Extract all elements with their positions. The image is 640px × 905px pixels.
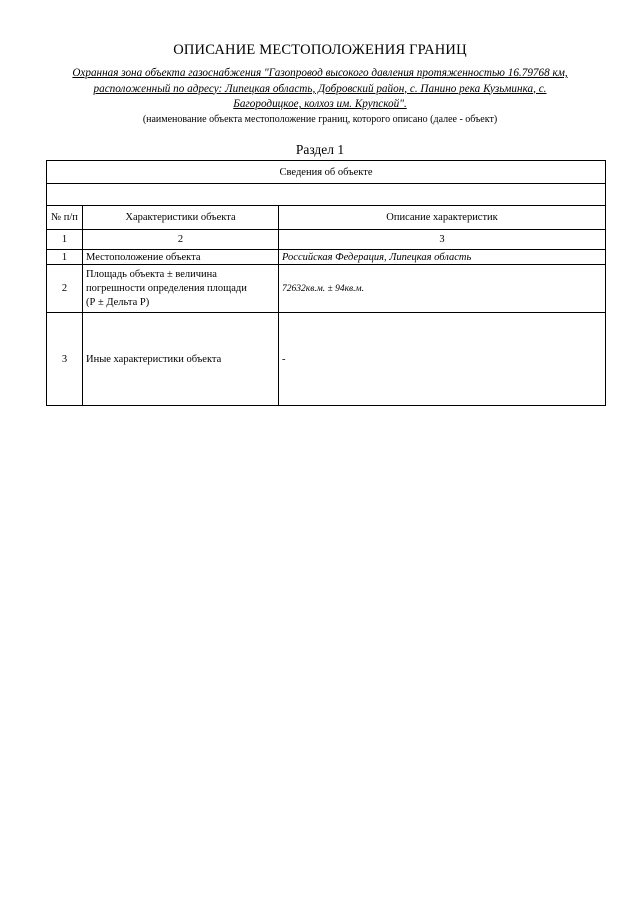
row-number: 1 xyxy=(47,250,83,265)
header-number: № п/п xyxy=(47,206,83,230)
row-description: - xyxy=(279,313,606,406)
object-name-line-3: Багородицкое, колхоз им. Крупской". xyxy=(233,98,407,110)
section-title: Раздел 1 xyxy=(295,142,345,157)
table-spacer-cell xyxy=(47,184,606,206)
row-number: 3 xyxy=(47,313,83,406)
column-number-1: 1 xyxy=(47,230,83,250)
table-caption: Сведения об объекте xyxy=(47,161,606,184)
column-number-row xyxy=(47,230,606,250)
table-caption-row xyxy=(47,161,606,184)
object-name-caption: (наименование объекта местоположение границ, которого описано (далее - объект) xyxy=(142,114,498,125)
header-characteristic: Характеристики объекта xyxy=(83,206,279,230)
header-description: Описание характеристик xyxy=(279,206,606,230)
table-spacer-row xyxy=(47,184,606,206)
row-characteristic-line: Площадь объекта ± величина xyxy=(86,268,217,280)
table-row xyxy=(47,313,606,406)
table-row xyxy=(47,265,606,313)
object-name-line-1: Охранная зона объекта газоснабжения "Газопровод высокого давления протяженностью 16.79768 км, xyxy=(72,67,568,79)
row-characteristic: Иные характеристики объекта xyxy=(83,313,279,406)
column-number-2: 2 xyxy=(83,230,279,250)
row-number: 2 xyxy=(47,265,83,313)
row-description: Российская Федерация, Липецкая область xyxy=(279,250,606,265)
row-description: 72632кв.м. ± 94кв.м. xyxy=(279,265,606,313)
table-header-row xyxy=(47,206,606,230)
object-info-table xyxy=(46,160,606,406)
row-characteristic-line: погрешности определения площади xyxy=(86,282,247,294)
column-number-3: 3 xyxy=(279,230,606,250)
row-characteristic-line: (Р ± Дельта Р) xyxy=(86,296,150,308)
page-title: ОПИСАНИЕ МЕСТОПОЛОЖЕНИЯ ГРАНИЦ xyxy=(173,42,467,58)
row-characteristic: Местоположение объекта xyxy=(83,250,279,265)
object-name xyxy=(50,66,590,113)
row-characteristic xyxy=(83,265,279,313)
object-name-line-2: расположенный по адресу: Липецкая область, Добровский район, с. Панино река Кузьминка, с. xyxy=(93,82,547,95)
table-row xyxy=(47,250,606,265)
